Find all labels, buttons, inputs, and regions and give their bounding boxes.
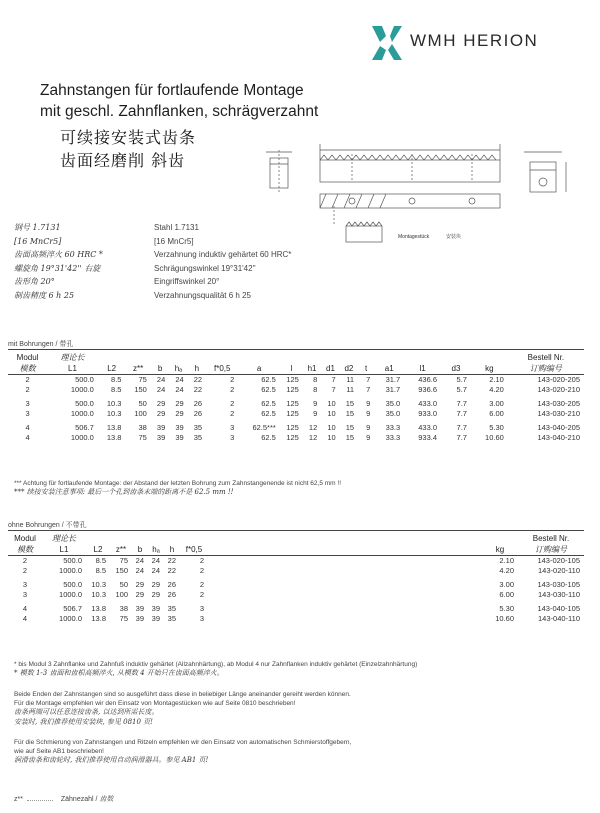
column-header: a1 <box>374 363 404 375</box>
title-zh-line-1: 可续接安装式齿条 <box>60 128 197 147</box>
table-cell: 125 <box>286 375 299 385</box>
table-cell: 26 <box>167 590 176 599</box>
table-cell: 2 <box>199 590 204 599</box>
column-header: L2 <box>86 544 110 556</box>
table-cell: 3 <box>230 423 235 432</box>
table-cell: 10.60 <box>485 433 504 442</box>
spec-row: 钢号 1.7131 Stahl 1.7131 <box>14 223 199 232</box>
table-cell: 1000.0 <box>70 385 94 394</box>
divider <box>8 349 584 350</box>
table-cell: 1000.0 <box>70 409 94 418</box>
footer-zh: 齿数 <box>99 795 114 803</box>
column-header: f*0,5 <box>180 544 208 556</box>
table-cell: 4 <box>25 433 30 442</box>
table-cell: 9 <box>313 399 318 408</box>
table-cell: 3 <box>22 580 28 589</box>
table-cell: 10.3 <box>91 590 106 599</box>
wmh-logo-icon <box>366 22 406 62</box>
table-cell: 5.30 <box>499 604 514 613</box>
table-cell: 500.0 <box>63 580 82 589</box>
table-cell: 125 <box>286 385 299 394</box>
table-cell: 62.5 <box>261 433 276 442</box>
table-cell: 7 <box>366 385 371 394</box>
column-header: h1 <box>303 363 321 375</box>
column-header: l <box>280 363 303 375</box>
table-cell: 5.30 <box>489 423 504 432</box>
table-cell: 7.7 <box>456 409 467 418</box>
table-cell: 5.7 <box>456 385 467 394</box>
table-cell: 75 <box>138 375 147 385</box>
table-cell: 933.0 <box>418 409 438 418</box>
table-cell: 2 <box>199 566 204 575</box>
table-cell: 3 <box>25 409 30 418</box>
table-cell: 9 <box>366 423 371 432</box>
material-specs <box>14 222 291 303</box>
table-cell: 15 <box>345 433 355 442</box>
table-cell: 9 <box>366 409 371 418</box>
hardening-note-de: * bis Modul 3 Zahnflanke und Zahnfuß induktiv gehärtet (Allzahnhärtung), ab Modul 4 nur Zahnflanken induktiv gehärtet (Einzelzahnhärtung) <box>14 661 418 668</box>
table-cell: 29 <box>151 580 160 589</box>
table-cell: 13.8 <box>91 614 106 623</box>
table-cell: 35.0 <box>385 399 401 408</box>
table-cell: 2 <box>199 556 204 566</box>
table-cell: 433.0 <box>418 399 438 408</box>
table-cell: 39 <box>151 604 160 613</box>
table-cell: 4 <box>22 614 28 623</box>
table-cell: 35 <box>167 604 176 613</box>
column-header: a <box>238 363 279 375</box>
table-cell: 39 <box>135 614 144 623</box>
column-header: d2 <box>340 363 358 375</box>
spec-row: [16 MnCr5] [16 MnCr5] <box>14 236 194 246</box>
table-cell: 2 <box>230 375 235 385</box>
column-header: L1 <box>47 363 98 375</box>
spec-row: 制齿精度 6 h 25 Verzahnungsqualität 6 h 25 <box>14 290 251 300</box>
table-cell: 22 <box>167 556 176 566</box>
brand-logo <box>366 22 596 62</box>
table-cell: 13.8 <box>106 433 122 442</box>
table-row <box>8 556 584 566</box>
table-cell: 15 <box>345 423 355 432</box>
table1-label: mit Bohrungen / 带孔 <box>8 341 74 348</box>
table-cell: 7.7 <box>456 433 467 442</box>
table-cell: 29 <box>156 409 166 418</box>
column-header: 订购编号 <box>508 363 584 375</box>
table-cell: 3 <box>199 614 204 623</box>
montage-label: Montagestück <box>398 234 430 240</box>
table-cell: 29 <box>135 590 144 599</box>
table-cell: 33.3 <box>385 423 401 432</box>
table-cell: 100 <box>115 590 128 599</box>
divider <box>8 530 584 531</box>
table-cell: 2 <box>230 385 235 394</box>
table-cell: 2 <box>230 399 235 408</box>
table-cell: 24 <box>135 566 144 575</box>
table-cell: 6.00 <box>499 590 514 599</box>
table-cell: 143-020-210 <box>537 385 580 394</box>
table-cell: 7.7 <box>456 399 467 408</box>
col-length-zh: 理论长 <box>52 534 76 543</box>
table-cell: 24 <box>156 385 166 394</box>
table-cell: 1000.0 <box>70 433 94 442</box>
table-cell: 6.00 <box>489 409 504 418</box>
table-cell: 62.5 <box>261 399 276 408</box>
column-header: h <box>188 363 206 375</box>
col-order-no: Bestell Nr. <box>532 534 570 543</box>
table-cell: 24 <box>175 385 184 394</box>
table-cell: 15 <box>345 409 355 418</box>
table-cell: 24 <box>151 556 160 566</box>
table-cell: 433.0 <box>418 423 438 432</box>
table-cell: 26 <box>193 409 203 418</box>
footer-symbol: z** <box>14 796 23 803</box>
table-cell: 10.3 <box>91 580 106 589</box>
table-cell: 143-040-110 <box>538 614 580 623</box>
spec-row: 齿面高频淬火 60 HRC * Verzahnung induktiv gehärtet 60 HRC* <box>14 250 292 259</box>
spec-row: 齿形角 20° Eingriffswinkel 20° <box>14 277 220 286</box>
column-header: hₐ <box>148 544 164 556</box>
table-cell: 35 <box>193 423 203 432</box>
table-cell: 143-040-105 <box>537 604 580 613</box>
table-cell: 35 <box>193 433 203 442</box>
column-header: b <box>151 363 169 375</box>
table-cell: 125 <box>286 409 299 418</box>
table-cell: 50 <box>119 580 128 589</box>
hardening-note-zh: * 模数 1-3 齿面和齿根高频淬火, 从模数 4 开始只在齿面高频淬火。 <box>14 669 224 677</box>
assembly-note-de-1: Beide Enden der Zahnstangen sind so ausgeführt dass diese in beliebiger Länge aneinander gereiht werden können. <box>14 691 351 698</box>
column-header: kg <box>471 363 508 375</box>
table-cell: 26 <box>193 399 203 408</box>
assembly-note-zh-2: 安装时, 我们推荐使用安装块, 参见 0810 页! <box>14 718 153 726</box>
table-cell: 4.20 <box>499 566 514 575</box>
table-row <box>8 566 584 576</box>
table-cell: 100 <box>134 409 147 418</box>
table-cell: 7.7 <box>456 423 467 432</box>
col-length-zh: 理论长 <box>60 353 85 362</box>
table-cell: 24 <box>151 566 160 575</box>
table-cell: 8.5 <box>111 375 122 385</box>
table-cell: 8 <box>313 385 318 394</box>
table-cell: 39 <box>135 604 144 613</box>
table-cell: 936.6 <box>418 385 438 394</box>
table-cell: 39 <box>175 433 184 442</box>
table-cell: 1000.0 <box>59 614 82 623</box>
end-section-view <box>530 162 556 192</box>
table-cell: 3.00 <box>489 399 504 408</box>
table-cell: 24 <box>156 375 166 385</box>
lubrication-note-de-1: Für die Schmierung von Zahnstangen und Ritzeln empfehlen wir den Einsatz von automatischen Schmierstoffgebern, <box>14 739 352 746</box>
column-header: d3 <box>441 363 471 375</box>
table-cell: 7 <box>366 375 371 385</box>
technical-drawing <box>262 134 582 250</box>
table-cell: 500.0 <box>75 375 94 385</box>
column-header: L2 <box>98 363 126 375</box>
col-modul: Modul <box>14 534 36 543</box>
table-cell: 436.6 <box>418 375 438 385</box>
table-cell: 31.7 <box>385 385 401 394</box>
table-cell: 9 <box>366 399 371 408</box>
table-cell: 143-030-105 <box>537 580 580 589</box>
table-with-holes <box>8 352 584 443</box>
column-header: f*0,5 <box>206 363 238 375</box>
table-row <box>8 423 584 433</box>
table-cell: 143-020-105 <box>537 556 580 566</box>
column-header: t <box>358 363 374 375</box>
table-cell: 38 <box>138 423 147 432</box>
table-cell: 22 <box>193 385 203 394</box>
table-cell: 8.5 <box>111 385 122 394</box>
column-header: z** <box>125 363 150 375</box>
table-cell: 3 <box>199 604 204 613</box>
table-cell: 506.7 <box>75 423 94 432</box>
table-row <box>8 580 584 590</box>
footer-de: Zähnezahl / <box>60 796 98 803</box>
table-cell: 2 <box>25 375 30 385</box>
table-cell: 143-040-205 <box>537 423 580 432</box>
table-cell: 13.8 <box>106 423 122 432</box>
table-without-holes <box>8 533 584 624</box>
lubrication-note-de-2: wie auf Seite AB1 beschrieben! <box>14 748 104 755</box>
table-cell: 12 <box>308 433 318 442</box>
montage-piece <box>346 226 382 242</box>
table-cell: 29 <box>156 399 166 408</box>
table-cell: 143-040-210 <box>537 433 580 442</box>
table-cell: 35 <box>167 614 176 623</box>
table-cell: 62.5 <box>261 409 276 418</box>
page-title-de <box>40 80 318 122</box>
table-cell: 22 <box>167 566 176 575</box>
table-cell: 10 <box>327 423 336 432</box>
table-cell: 39 <box>151 614 160 623</box>
brand-name: WMH HERION <box>410 31 539 50</box>
title-zh-line-2: 齿面经磨削 斜齿 <box>60 151 186 170</box>
table-cell: 143-030-210 <box>537 409 580 418</box>
table-cell: 1000.0 <box>59 566 82 575</box>
table-cell: 125 <box>286 423 299 432</box>
table-cell: 12 <box>308 423 318 432</box>
table-cell: 2 <box>25 385 30 394</box>
table-cell: 10.3 <box>106 399 122 408</box>
table-cell: 7 <box>331 375 336 385</box>
col-order-no: Bestell Nr. <box>527 353 565 362</box>
table2-label: ohne Bohrungen / 不带孔 <box>8 522 87 529</box>
table-cell: 10 <box>327 409 336 418</box>
column-header: b <box>132 544 148 556</box>
table-cell: 11 <box>346 375 355 385</box>
table-cell: 9 <box>366 433 371 442</box>
assembly-note-de-2: Für die Montage empfehlen wir den Einsatz von Montagestücken wie auf Seite 0810 beschrieben! <box>14 700 296 707</box>
table-cell: 33.3 <box>385 433 401 442</box>
table-row <box>8 614 584 624</box>
table-cell: 2 <box>230 409 235 418</box>
column-header: h <box>164 544 180 556</box>
table-cell: 3.00 <box>499 580 514 589</box>
table-cell: 8 <box>313 375 318 385</box>
column-header: 模数 <box>8 363 47 375</box>
table-row <box>8 375 584 385</box>
table-row <box>8 433 584 443</box>
table-cell: 506.7 <box>63 604 82 613</box>
table-cell: 2 <box>22 566 28 575</box>
table-cell: 24 <box>175 375 184 385</box>
table-cell: 933.4 <box>418 433 438 442</box>
col-modul: Modul <box>16 353 39 362</box>
table-cell: 10 <box>327 433 336 442</box>
table-cell: 125 <box>286 433 299 442</box>
table1-note-zh: *** 续接安装注意事项: 最后一个孔到齿条末端的距离不是 62.5 mm !! <box>14 488 234 496</box>
column-header: 订购编号 <box>518 544 584 556</box>
column-header: z** <box>110 544 132 556</box>
table-cell: 50 <box>138 399 147 408</box>
table-cell: 4 <box>25 423 30 432</box>
table-cell: 143-030-110 <box>538 590 580 599</box>
table-cell: 39 <box>175 423 184 432</box>
table-cell: 143-020-205 <box>537 375 580 385</box>
column-header: hₐ <box>169 363 187 375</box>
table-cell: 29 <box>175 399 184 408</box>
column-header: kg <box>482 544 518 556</box>
table-cell: 24 <box>135 556 144 566</box>
column-header: l1 <box>404 363 441 375</box>
table-cell: 143-030-205 <box>537 399 580 408</box>
assembly-note-zh-1: 齿条两端可以任意连接齿条, 以达到所需长度。 <box>14 708 159 716</box>
table-cell: 3 <box>22 590 28 599</box>
table-cell: 3 <box>230 433 235 442</box>
table-cell: 75 <box>138 433 147 442</box>
table-cell: 38 <box>119 604 128 613</box>
table-cell: 7 <box>331 385 336 394</box>
page-title-zh <box>60 126 196 172</box>
table-cell: 150 <box>115 566 128 575</box>
table-cell: 26 <box>167 580 176 589</box>
table-cell: 22 <box>193 375 203 385</box>
title-line-1: Zahnstangen für fortlaufende Montage <box>40 82 304 99</box>
table-row <box>8 590 584 600</box>
table-row <box>8 399 584 409</box>
table-cell: 2.10 <box>489 375 504 385</box>
table-cell: 2 <box>22 556 28 566</box>
table-cell: 150 <box>134 385 147 394</box>
title-line-2: mit geschl. Zahnflanken, schrägverzahnt <box>40 103 319 120</box>
spec-row: 螺旋角 19°31'42'' 右旋 Schrägungswinkel 19°31'42'' <box>14 263 256 273</box>
footer-legend <box>14 794 113 804</box>
table-cell: 1000.0 <box>59 590 82 599</box>
table-cell: 8.5 <box>95 566 106 575</box>
table-cell: 8.5 <box>95 556 106 566</box>
column-header: d1 <box>321 363 339 375</box>
table1-note-de: *** Achtung für fortlaufende Montage: der Abstand der letzten Bohrung zum Zahnstangenende ist nicht 62,5 mm !! <box>14 480 342 487</box>
montage-label-zh: 安装块 <box>446 234 462 240</box>
table-cell: 15 <box>345 399 355 408</box>
table-row <box>8 385 584 395</box>
table-row <box>8 409 584 419</box>
table-cell: 10.60 <box>495 614 514 623</box>
table-cell: 62.5*** <box>252 423 276 432</box>
table-cell: 13.8 <box>91 604 106 613</box>
column-header: 模数 <box>8 544 42 556</box>
table-cell: 10 <box>327 399 336 408</box>
lubrication-note-zh: 润滑齿条和齿轮时, 我们推荐使用自动润滑器具。参见 AB1 页! <box>14 756 209 764</box>
table-cell: 39 <box>156 423 166 432</box>
table-cell: 9 <box>313 409 318 418</box>
table-cell: 29 <box>135 580 144 589</box>
column-header: L1 <box>42 544 86 556</box>
table-cell: 2 <box>199 580 204 589</box>
table-cell: 31.7 <box>385 375 401 385</box>
table-cell: 29 <box>151 590 160 599</box>
rack-side-view <box>320 160 500 182</box>
table-cell: 62.5 <box>261 385 276 394</box>
table-row <box>8 604 584 614</box>
table-cell: 143-020-110 <box>538 566 580 575</box>
table-cell: 4 <box>22 604 28 613</box>
table-cell: 4.20 <box>489 385 504 394</box>
table-cell: 35.0 <box>385 409 401 418</box>
table-cell: 500.0 <box>63 556 82 566</box>
table-cell: 62.5 <box>261 375 276 385</box>
table-cell: 75 <box>119 614 128 623</box>
table-cell: 5.7 <box>456 375 467 385</box>
table-cell: 2.10 <box>499 556 514 566</box>
table-cell: 39 <box>156 433 166 442</box>
table-cell: 500.0 <box>75 399 94 408</box>
table-cell: 125 <box>286 399 299 408</box>
table-cell: 10.3 <box>106 409 122 418</box>
table-cell: 3 <box>25 399 30 408</box>
table-cell: 11 <box>346 385 355 394</box>
table-cell: 29 <box>175 409 184 418</box>
table-cell: 75 <box>119 556 128 566</box>
